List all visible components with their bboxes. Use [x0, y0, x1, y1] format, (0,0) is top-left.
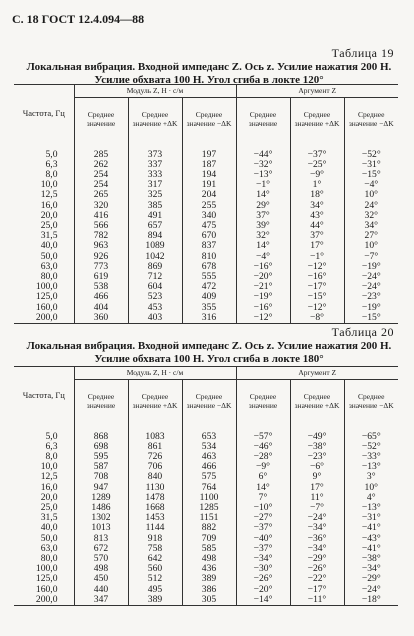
value-cell: 29°	[236, 201, 290, 211]
value-cell: 498	[182, 554, 236, 564]
value-cell: 254	[74, 180, 128, 190]
value-cell: 191	[182, 180, 236, 190]
value-cell: −17°	[290, 585, 344, 595]
value-cell: −13°	[344, 462, 398, 472]
value-cell: 495	[128, 585, 182, 595]
value-cell: −34°	[290, 544, 344, 554]
value-cell: 523	[128, 292, 182, 302]
frequency-cell: 8,0	[45, 450, 58, 462]
value-cell: 27°	[344, 231, 398, 241]
value-cell: −32°	[236, 160, 290, 170]
value-cell: 570	[74, 554, 128, 564]
header-mean: Среднее значение	[74, 98, 128, 142]
value-cell: 32°	[344, 211, 398, 221]
frequency-cell: 80,0	[40, 270, 58, 282]
value-cell: −52°	[344, 442, 398, 452]
value-cell: 355	[182, 303, 236, 313]
value-cell: −13°	[236, 170, 290, 180]
value-cell: 24°	[344, 201, 398, 211]
value-cell: 560	[128, 564, 182, 574]
value-cell: 1083	[128, 432, 182, 442]
value-cell: 409	[182, 292, 236, 302]
frequency-cell: 5,0	[45, 430, 58, 442]
header-mean-plus: Среднее значение +ΔK	[128, 98, 182, 142]
value-cell: 187	[182, 160, 236, 170]
frequency-cell: 25,0	[40, 501, 58, 513]
value-cell: 255	[182, 201, 236, 211]
value-cell: 320	[74, 201, 128, 211]
value-cell: 653	[182, 432, 236, 442]
value-cell: 861	[128, 442, 182, 452]
value-cell: 947	[74, 483, 128, 493]
frequency-cell: 50,0	[40, 532, 58, 544]
value-cell: 14°	[236, 241, 290, 251]
table-row	[14, 241, 398, 251]
header-mean-minus: Среднее значение −ΔK	[344, 98, 398, 142]
value-cell: 463	[182, 452, 236, 462]
value-cell: 926	[74, 252, 128, 262]
value-cell: −57°	[236, 432, 290, 442]
value-cell: 37°	[290, 231, 344, 241]
value-cell: 758	[128, 544, 182, 554]
table-19-number: Таблица 19	[331, 46, 394, 60]
value-cell: −34°	[236, 554, 290, 564]
frequency-cell: 100,0	[35, 281, 58, 293]
value-cell: 6°	[236, 472, 290, 482]
value-cell: 44°	[290, 221, 344, 231]
value-cell: −37°	[290, 150, 344, 160]
table-20	[14, 366, 398, 606]
value-cell: 595	[74, 452, 128, 462]
value-cell: −25°	[290, 160, 344, 170]
value-cell: −24°	[344, 282, 398, 292]
value-cell: 782	[74, 231, 128, 241]
frequency-cell: 160,0	[35, 301, 58, 313]
value-cell: 317	[128, 180, 182, 190]
value-cell: 204	[182, 190, 236, 200]
value-cell: 475	[182, 221, 236, 231]
value-cell: 882	[182, 523, 236, 533]
value-cell: 325	[128, 190, 182, 200]
value-cell: 1013	[74, 523, 128, 533]
table-row	[14, 472, 398, 482]
value-cell: −29°	[344, 574, 398, 584]
frequency-cell: 5,0	[45, 148, 58, 160]
frequency-cell: 16,0	[40, 481, 58, 493]
frequency-cell: 100,0	[35, 563, 58, 575]
frequency-cell: 125,0	[35, 573, 58, 585]
value-cell: 764	[182, 483, 236, 493]
table-20-number: Таблица 20	[331, 325, 394, 339]
header-mean-plus: Среднее значение +ΔK	[290, 98, 344, 142]
value-cell: 37°	[236, 211, 290, 221]
value-cell: −38°	[290, 442, 344, 452]
value-cell: 1100	[182, 493, 236, 503]
value-cell: 1668	[128, 503, 182, 513]
value-cell: 678	[182, 262, 236, 272]
value-cell: 14°	[236, 483, 290, 493]
header-argument: Аргумент Z	[236, 367, 398, 380]
header-modulus: Модуль Z, Н · с/м	[74, 85, 236, 98]
frequency-cell: 12,5	[40, 471, 58, 483]
table-19-title: Локальная вибрация. Входной импеданс Z. Ось z. Усилие нажатия 200 Н. Усилие обхвата 100 Н. Угол сгиба в локте 120°	[26, 61, 392, 86]
frequency-cell: 63,0	[40, 260, 58, 272]
value-cell: 869	[128, 262, 182, 272]
value-cell: −46°	[236, 442, 290, 452]
value-cell: 1089	[128, 241, 182, 251]
table-row	[14, 595, 398, 605]
frequency-cell: 31,5	[40, 230, 58, 242]
value-cell: 43°	[290, 211, 344, 221]
value-cell: −33°	[344, 452, 398, 462]
value-cell: 1453	[128, 513, 182, 523]
value-cell: −21°	[236, 282, 290, 292]
frequency-cell: 31,5	[40, 512, 58, 524]
value-cell: −4°	[344, 180, 398, 190]
value-cell: 894	[128, 231, 182, 241]
value-cell: 1302	[74, 513, 128, 523]
value-cell: 373	[128, 150, 182, 160]
value-cell: 18°	[290, 190, 344, 200]
value-cell: 963	[74, 241, 128, 251]
value-cell: 672	[74, 544, 128, 554]
value-cell: 453	[128, 303, 182, 313]
value-cell: −10°	[236, 503, 290, 513]
frequency-cell: 25,0	[40, 219, 58, 231]
value-cell: −17°	[290, 282, 344, 292]
value-cell: −4°	[236, 252, 290, 262]
value-cell: 265	[74, 190, 128, 200]
value-cell: 1130	[128, 483, 182, 493]
header-mean-minus: Среднее значение −ΔK	[182, 380, 236, 424]
header-frequency: Частота, Гц	[22, 390, 65, 400]
value-cell: 566	[74, 221, 128, 231]
frequency-cell: 80,0	[40, 552, 58, 564]
value-cell: 416	[74, 211, 128, 221]
value-cell: −40°	[236, 534, 290, 544]
header-mean-plus: Среднее значение +ΔK	[128, 380, 182, 424]
value-cell: 1°	[290, 180, 344, 190]
value-cell: 1289	[74, 493, 128, 503]
value-cell: −52°	[344, 150, 398, 160]
value-cell: 333	[128, 170, 182, 180]
value-cell: −23°	[344, 292, 398, 302]
value-cell: −15°	[344, 313, 398, 323]
value-cell: −22°	[290, 574, 344, 584]
value-cell: 389	[182, 574, 236, 584]
value-cell: 1042	[128, 252, 182, 262]
value-cell: 498	[74, 564, 128, 574]
page-header: С. 18 ГОСТ 12.4.094—88	[12, 12, 145, 26]
value-cell: 32°	[236, 231, 290, 241]
value-cell: −27°	[236, 513, 290, 523]
value-cell: −34°	[290, 523, 344, 533]
value-cell: 404	[74, 303, 128, 313]
value-cell: 39°	[236, 221, 290, 231]
value-cell: 3°	[344, 472, 398, 482]
value-cell: −1°	[236, 180, 290, 190]
value-cell: 316	[182, 313, 236, 323]
value-cell: 436	[182, 564, 236, 574]
frequency-cell: 6,3	[45, 440, 58, 452]
value-cell: −15°	[344, 170, 398, 180]
value-cell: 709	[182, 534, 236, 544]
value-cell: 17°	[290, 483, 344, 493]
frequency-cell: 8,0	[45, 168, 58, 180]
value-cell: −19°	[344, 262, 398, 272]
frequency-cell: 200,0	[35, 311, 58, 323]
frequency-cell: 63,0	[40, 542, 58, 554]
value-cell: −12°	[236, 313, 290, 323]
value-cell: 11°	[290, 493, 344, 503]
value-cell: 285	[74, 150, 128, 160]
frequency-cell: 125,0	[35, 291, 58, 303]
value-cell: −6°	[290, 462, 344, 472]
value-cell: 17°	[290, 241, 344, 251]
value-cell: 10°	[344, 190, 398, 200]
value-cell: 726	[128, 452, 182, 462]
value-cell: 385	[128, 201, 182, 211]
header-mean-plus: Среднее значение +ΔK	[290, 380, 344, 424]
frequency-cell: 40,0	[40, 522, 58, 534]
table-row	[14, 523, 398, 533]
value-cell: 10°	[344, 483, 398, 493]
value-cell: 491	[128, 211, 182, 221]
value-cell: −41°	[344, 544, 398, 554]
frequency-cell: 160,0	[35, 583, 58, 595]
header-mean: Среднее значение	[236, 98, 290, 142]
value-cell: 840	[128, 472, 182, 482]
value-cell: 9°	[290, 472, 344, 482]
value-cell: 340	[182, 211, 236, 221]
value-cell: 670	[182, 231, 236, 241]
table-20-title: Локальная вибрация. Входной импеданс Z. Ось z. Усилие нажатия 200 Н. Усилие обхвата 100 Н. Угол сгиба в локте 180°	[26, 340, 392, 365]
value-cell: −24°	[344, 272, 398, 282]
value-cell: −8°	[290, 313, 344, 323]
value-cell: −26°	[236, 574, 290, 584]
value-cell: −37°	[236, 544, 290, 554]
value-cell: 1486	[74, 503, 128, 513]
value-cell: 466	[74, 292, 128, 302]
frequency-cell: 16,0	[40, 199, 58, 211]
value-cell: 773	[74, 262, 128, 272]
frequency-cell: 50,0	[40, 250, 58, 262]
frequency-cell: 12,5	[40, 189, 58, 201]
value-cell: 440	[74, 585, 128, 595]
value-cell: 360	[74, 313, 128, 323]
value-cell: 538	[74, 282, 128, 292]
value-cell: −19°	[236, 292, 290, 302]
value-cell: −16°	[236, 303, 290, 313]
value-cell: −41°	[344, 523, 398, 533]
value-cell: 810	[182, 252, 236, 262]
value-cell: −49°	[290, 432, 344, 442]
value-cell: 472	[182, 282, 236, 292]
header-frequency: Частота, Гц	[22, 108, 65, 118]
value-cell: 619	[74, 272, 128, 282]
table-row	[14, 190, 398, 200]
value-cell: 347	[74, 595, 128, 605]
value-cell: 450	[74, 574, 128, 584]
value-cell: 657	[128, 221, 182, 231]
frequency-cell: 10,0	[40, 461, 58, 473]
value-cell: −31°	[344, 160, 398, 170]
value-cell: −15°	[290, 292, 344, 302]
value-cell: 403	[128, 313, 182, 323]
value-cell: 708	[74, 472, 128, 482]
value-cell: 712	[128, 272, 182, 282]
value-cell: 34°	[290, 201, 344, 211]
value-cell: −24°	[290, 513, 344, 523]
value-cell: −36°	[290, 534, 344, 544]
value-cell: −34°	[344, 564, 398, 574]
value-cell: −28°	[236, 452, 290, 462]
value-cell: −43°	[344, 534, 398, 544]
value-cell: 813	[74, 534, 128, 544]
value-cell: −9°	[290, 170, 344, 180]
value-cell: 868	[74, 432, 128, 442]
value-cell: 194	[182, 170, 236, 180]
value-cell: 254	[74, 170, 128, 180]
value-cell: 698	[74, 442, 128, 452]
value-cell: 512	[128, 574, 182, 584]
value-cell: 587	[74, 462, 128, 472]
frequency-cell: 200,0	[35, 593, 58, 605]
table-19	[14, 84, 398, 324]
value-cell: −12°	[290, 262, 344, 272]
value-cell: 305	[182, 595, 236, 605]
value-cell: 604	[128, 282, 182, 292]
value-cell: 706	[128, 462, 182, 472]
value-cell: −65°	[344, 432, 398, 442]
header-modulus: Модуль Z, Н · с/м	[74, 367, 236, 380]
value-cell: 575	[182, 472, 236, 482]
value-cell: −31°	[344, 513, 398, 523]
value-cell: −26°	[290, 564, 344, 574]
value-cell: 837	[182, 241, 236, 251]
value-cell: 1151	[182, 513, 236, 523]
value-cell: 197	[182, 150, 236, 160]
value-cell: −44°	[236, 150, 290, 160]
value-cell: 585	[182, 544, 236, 554]
value-cell: 14°	[236, 190, 290, 200]
header-mean-minus: Среднее значение −ΔK	[182, 98, 236, 142]
value-cell: 555	[182, 272, 236, 282]
frequency-cell: 40,0	[40, 240, 58, 252]
value-cell: 642	[128, 554, 182, 564]
value-cell: 918	[128, 534, 182, 544]
value-cell: 1285	[182, 503, 236, 513]
frequency-cell: 10,0	[40, 179, 58, 191]
value-cell: 534	[182, 442, 236, 452]
value-cell: −37°	[236, 523, 290, 533]
value-cell: −24°	[344, 585, 398, 595]
value-cell: −11°	[290, 595, 344, 605]
frequency-cell: 6,3	[45, 158, 58, 170]
frequency-cell: 20,0	[40, 209, 58, 221]
value-cell: 1144	[128, 523, 182, 533]
value-cell: 34°	[344, 221, 398, 231]
value-cell: −20°	[236, 272, 290, 282]
value-cell: 10°	[344, 241, 398, 251]
value-cell: 7°	[236, 493, 290, 503]
value-cell: −20°	[236, 585, 290, 595]
value-cell: −1°	[290, 252, 344, 262]
value-cell: −16°	[236, 262, 290, 272]
header-mean: Среднее значение	[74, 380, 128, 424]
value-cell: −29°	[290, 554, 344, 564]
value-cell: 386	[182, 585, 236, 595]
value-cell: 389	[128, 595, 182, 605]
value-cell: −12°	[290, 303, 344, 313]
value-cell: −38°	[344, 554, 398, 564]
header-mean-minus: Среднее значение −ΔK	[344, 380, 398, 424]
table-row	[14, 313, 398, 323]
value-cell: 1478	[128, 493, 182, 503]
value-cell: 337	[128, 160, 182, 170]
value-cell: −18°	[344, 595, 398, 605]
value-cell: −7°	[344, 252, 398, 262]
header-mean: Среднее значение	[236, 380, 290, 424]
frequency-cell: 20,0	[40, 491, 58, 503]
value-cell: −23°	[290, 452, 344, 462]
value-cell: −16°	[290, 272, 344, 282]
value-cell: −9°	[236, 462, 290, 472]
value-cell: 4°	[344, 493, 398, 503]
value-cell: −7°	[290, 503, 344, 513]
header-argument: Аргумент Z	[236, 85, 398, 98]
value-cell: −19°	[344, 303, 398, 313]
value-cell: 262	[74, 160, 128, 170]
value-cell: −30°	[236, 564, 290, 574]
value-cell: −14°	[236, 595, 290, 605]
value-cell: −13°	[344, 503, 398, 513]
value-cell: 466	[182, 462, 236, 472]
